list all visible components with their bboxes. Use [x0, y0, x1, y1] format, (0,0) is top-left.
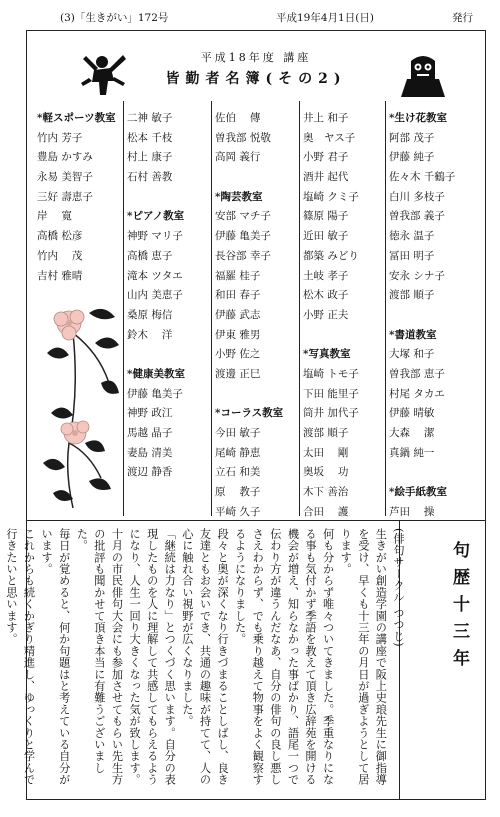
course-subtitle: 平成18年度 講座: [200, 51, 312, 64]
essay-paragraph: 十月の市民俳句大会にも参加させてもらい先生方の批評も聞かせて頂き本当に有難うございました。: [75, 528, 124, 786]
roster-column-2: [127, 109, 185, 483]
member-name: 曽我部 悦敬: [215, 131, 271, 144]
course-name: *書道教室: [389, 328, 437, 341]
member-name: 阿部 茂子: [389, 131, 435, 144]
member-name: [127, 188, 185, 208]
member-name: 篠原 陽子: [303, 210, 349, 223]
member-name: 石村 善教: [127, 171, 173, 184]
member-name: 冨田 明子: [389, 249, 435, 262]
member-name: 曽我部 義子: [389, 210, 445, 223]
essay-circle: (俳句サークル つつじ): [392, 528, 405, 648]
member-name: 長谷部 幸子: [215, 249, 271, 262]
member-name: 渡邊 正巳: [215, 367, 261, 380]
issue-date: 平成19年4月1日(日): [276, 12, 374, 24]
essay-author: [0, 536, 2, 793]
roster-column-3: [215, 109, 283, 522]
essay-body: [4, 528, 407, 793]
member-name: 原 教子: [215, 486, 261, 499]
member-name: 和田 春子: [215, 289, 261, 302]
member-name: 大塚 和子: [389, 348, 435, 361]
member-name: 渡部 順子: [389, 289, 435, 302]
course-name: *写真教室: [303, 348, 351, 361]
essay-paragraph: 何も分からず唯々ついてきました。季重なりになる事も気付かず季語を教えて頂き広辞苑を開ける機会が増え、知らなかった事ばかり、語尾一つで伝わり方が違うんだなあ、自分の俳句の良し悪しさえわからず、でも乗り越えて物事をよく観察するようになりました。: [233, 528, 335, 786]
course-name: *健康美教室: [127, 367, 185, 380]
essay-paragraph: 段々と奥が深くなり行きづまることしばし、良き友達ともお会いでき、共通の趣味が持てて、人の心に触れ合い視野が広くなりました。: [180, 528, 230, 786]
column-divider: [385, 101, 386, 516]
member-name: 豊島 かすみ: [37, 151, 93, 164]
essay-heading: 句歴十三年: [449, 541, 469, 676]
member-name: 今田 敏子: [215, 427, 261, 439]
member-name: 木下 善治: [303, 486, 349, 499]
member-name: 山内 美恵子: [127, 289, 183, 302]
member-name: 高橋 松彦: [37, 230, 83, 243]
member-name: [389, 306, 455, 326]
issue-label: (3)「生きがい」172号: [60, 12, 169, 24]
member-name: 佐伯 傳: [215, 112, 261, 124]
member-name: [303, 326, 359, 346]
member-name: 安永 シナ子: [389, 269, 445, 282]
member-name: 太田 剛: [303, 446, 349, 459]
member-name: 三好 壽恵子: [37, 190, 93, 203]
member-name: 大森 潔: [389, 427, 435, 439]
member-name: 塩崎 トモ子: [303, 367, 359, 380]
member-name: 竹内 茂: [37, 249, 83, 262]
roster-column-5: [389, 109, 455, 522]
member-name: 伊藤 亀美子: [127, 387, 183, 400]
member-name: 真鍋 純一: [389, 446, 435, 459]
member-name: 伊藤 武志: [215, 308, 261, 321]
member-name: 松木 政子: [303, 289, 349, 302]
member-name: 鈴木 洋: [127, 328, 173, 341]
member-name: 小野 君子: [303, 151, 349, 164]
member-name: 伊藤 晴敏: [389, 407, 435, 420]
member-name: 奥 ヤス子: [303, 131, 356, 144]
publisher-label: 発行: [452, 12, 473, 24]
member-name: 竹内 芳子: [37, 131, 83, 144]
member-name: 酒井 起代: [303, 171, 349, 184]
member-name: 神野 マリ子: [127, 230, 183, 243]
member-name: 合田 護: [303, 505, 349, 518]
column-divider: [211, 101, 212, 516]
member-name: 高橋 恵子: [127, 249, 173, 262]
member-name: 渡部 順子: [303, 427, 349, 439]
essay-paragraph: これからも続くかぎり精進し、ゆっくりと学んで行きたいと思います。: [4, 528, 36, 786]
essay-paragraph: 生きがい創造学園の講座で阪上史琅先生に御指導を受け、早くも十三年の月日が過ぎようとして居ります。: [339, 528, 388, 786]
member-name: 塩崎 クミ子: [303, 190, 359, 203]
member-name: [215, 168, 283, 188]
member-name: 伊東 雅男: [215, 328, 261, 341]
course-name: *絵手紙教室: [389, 486, 447, 499]
flower-illustration-icon: [39, 293, 121, 513]
member-name: 筒井 加代子: [303, 407, 359, 420]
course-name: *軽スポーツ教室: [37, 112, 116, 124]
member-name: 二神 敏子: [127, 112, 173, 124]
course-name: *陶芸教室: [215, 190, 263, 203]
column-divider: [299, 101, 300, 516]
member-name: 佐々木 千鶴子: [389, 171, 456, 184]
member-name: 奥坂 功: [303, 466, 349, 479]
roster-column-1: [37, 109, 116, 286]
course-name: *コーラス教室: [215, 407, 284, 420]
member-name: 永易 美智子: [37, 171, 93, 184]
member-name: 小野 佐之: [215, 348, 261, 361]
member-name: 曽我部 恵子: [389, 367, 445, 380]
section-divider: [27, 520, 485, 521]
member-name: 徳永 温子: [389, 230, 435, 243]
member-name: 近田 敏子: [303, 230, 349, 243]
page-frame: [4, 30, 486, 800]
member-name: [127, 345, 185, 365]
member-name: 福羅 桂子: [215, 269, 261, 282]
member-name: 岸 寛: [37, 210, 72, 223]
member-name: 妻島 清美: [127, 446, 173, 459]
member-name: 村尾 タカエ: [389, 387, 445, 400]
member-name: 白川 多枝子: [389, 190, 445, 203]
page-header: [0, 6, 500, 26]
roster-column-4: [303, 109, 359, 522]
member-name: 立石 和美: [215, 466, 261, 479]
member-name: 井上 和子: [303, 112, 349, 124]
member-name: 高岡 義行: [215, 151, 261, 164]
member-name: 伊藤 亀美子: [215, 230, 271, 243]
course-name: *ピアノ教室: [127, 210, 185, 223]
member-name: 渡辺 静香: [127, 466, 173, 479]
member-name: 小野 正夫: [303, 308, 349, 321]
member-name: 土岐 孝子: [303, 269, 349, 282]
essay-paragraph: 「継続は力なり」とつくづく思います。自分の表現したものを人に理解して共感してもらえるようになり、人生一回り大きくなった気が致します。: [128, 528, 177, 786]
member-name: 伊藤 純子: [389, 151, 435, 164]
member-name: 松本 千枝: [127, 131, 173, 144]
member-name: 下田 能里子: [303, 387, 359, 400]
course-name: *生け花教室: [389, 112, 447, 124]
member-name: 吉村 雅晴: [37, 269, 83, 282]
column-divider: [123, 101, 124, 516]
member-name: 桑原 梅信: [127, 308, 173, 321]
essay-paragraph: 毎日が覚めると、何か句題はと考えている自分がいます。: [40, 528, 71, 786]
member-name: 芦田 操: [389, 505, 435, 518]
member-name: 平崎 久子: [215, 505, 261, 518]
member-name: [389, 463, 455, 483]
member-name: 都築 みどり: [303, 249, 359, 262]
member-name: 村上 康子: [127, 151, 173, 164]
member-name: 尾崎 静恵: [215, 446, 261, 459]
member-name: 安部 マチ子: [215, 210, 271, 223]
member-name: [215, 385, 283, 405]
member-name: 滝本 ツタエ: [127, 269, 183, 282]
member-name: 神野 政江: [127, 407, 173, 420]
member-name: 馬越 晶子: [127, 427, 173, 439]
page-title: 皆勤者名簿(その2): [165, 71, 347, 87]
